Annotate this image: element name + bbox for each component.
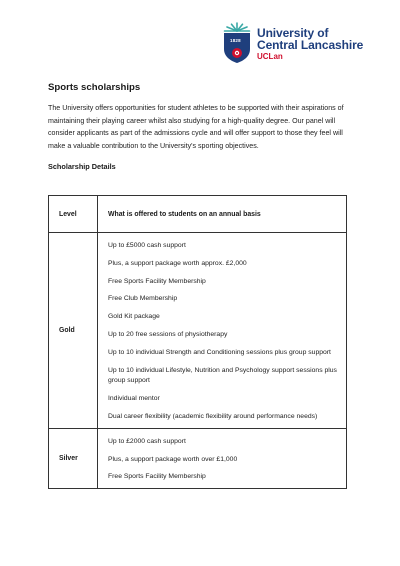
list-item: Up to 20 free sessions of physiotherapy: [108, 330, 228, 338]
list-item: Free Sports Facility Membership: [108, 277, 206, 285]
list-item: Up to £2000 cash support: [108, 437, 186, 445]
list-item: Free Club Membership: [108, 295, 178, 303]
level-cell: Gold: [49, 233, 98, 429]
logo-line-1: University of: [257, 26, 329, 40]
intro-paragraph: The University offers opportunities for student athletes to be supported with their aspirations of maintaining their playing career whilst also studying for a high-quality degree. Our panel will consider applicants as part of the admissions cycle and will offer support to those they feel will make a valuable contribution to the University's sporting objectives.: [48, 104, 344, 150]
scholarship-table: [48, 195, 347, 489]
uclan-logo: [222, 14, 382, 70]
list-item: Up to 10 individual Strength and Conditioning sessions plus group support: [108, 348, 331, 356]
offer-cell: [98, 233, 347, 429]
table-header-row: [49, 196, 347, 233]
table-row-silver: [49, 428, 347, 488]
list-item: Dual career flexibility (academic flexibility around performance needs): [108, 412, 318, 420]
logo-year: 1828: [230, 38, 241, 43]
logo-line-2: Central Lancashire: [257, 38, 364, 52]
offer-cell: [98, 428, 347, 488]
logo-uclan: UCLan: [257, 52, 283, 61]
document-body: [48, 82, 353, 172]
details-heading: Scholarship Details: [48, 162, 116, 172]
list-item: Gold Kit package: [108, 313, 160, 321]
list-item: Plus, a support package worth over £1,000: [108, 455, 238, 463]
page-title: Sports scholarships: [48, 82, 141, 93]
list-item: Free Sports Facility Membership: [108, 473, 206, 481]
level-header: Level: [49, 196, 98, 233]
table-row-gold: [49, 233, 347, 429]
list-item: Individual mentor: [108, 395, 160, 403]
list-item: Up to £5000 cash support: [108, 242, 186, 249]
university-crest-icon: [222, 22, 252, 64]
offer-header: What is offered to students on an annual basis: [98, 196, 347, 233]
list-item: Plus, a support package worth approx. £2,000: [108, 259, 247, 267]
level-cell: Silver: [49, 428, 98, 488]
logo-wordmark: [257, 27, 363, 62]
list-item: Up to 10 individual Lifestyle, Nutrition and Psychology support sessions plus group support: [108, 366, 337, 385]
